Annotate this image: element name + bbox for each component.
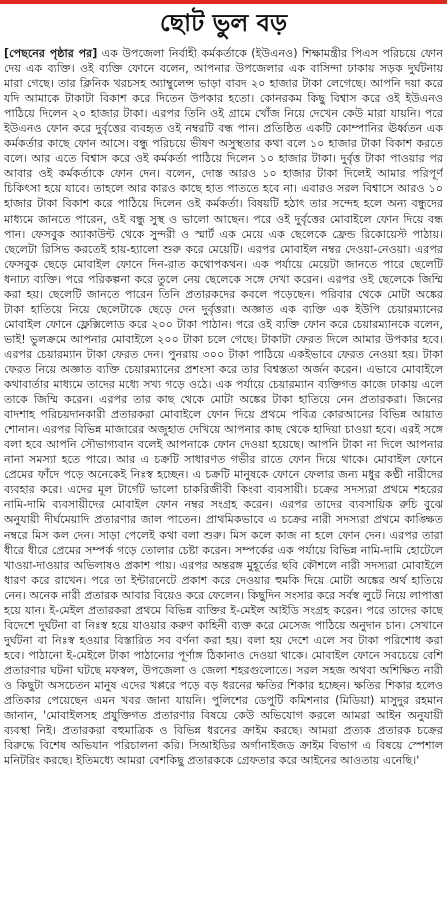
- article-paragraph: [4, 46, 443, 768]
- article-body: [4, 46, 443, 910]
- headline: ছোট ভুল বড়: [159, 9, 288, 37]
- article-text: এক উপজেলা নির্বাহী কর্মকর্তাকে (ইউএনও) শিক্ষামন্ত্রীর পিএস পরিচয়ে ফোন দেয় এক ব্যক্তি। ওই ব্যক্তি ফোনে বলেন, আপনার উপজেলার এক বাসিন্দা ঢাকায় সড়ক দুর্ঘটনায় মারা গেছে। তার ক্লিনিক খরচসহ অ্যাম্বুলেন্স ভাড়া বাবদ ২০ হাজার টাকা লেগেছে। আপনি দয়া করে যদি আমাকে টাকাটা বিকাশ করে দিতেন উপকার হতো। কোনরকম কিছু বিশ্বাস করে ওই ইউএনও পাঠিয়ে দিলেন ২০ হাজার টাকা। এরপর তিনি ওই গ্রামে খোঁজ নিয়ে দেখেন কেউ মারা যায়নি। পরে ইউএনও ফোন করে দুর্বৃত্তের ব্যবহৃত ওই নম্বরটি বন্ধ পান। প্রতিষ্ঠিত একটি কোম্পানির ঊর্ধ্বতন এক কর্মকর্তার কাছে ফোন আসে। বন্ধু পরিচয়ে ভীষণ অসুস্থতার কথা বলে ১০ হাজার টাকা বিকাশ করতে বলে। আর এতে বিশ্বাস করে ওই কর্মকর্তা পাঠিয়ে দিলেন ১০ হাজার টাকা। দুর্বৃত্ত টাকা পাওয়ার পর আবার ওই কর্মকর্তাকে ফোন দেন। বলেন, দোস্ত আরও ১০ হাজার টাকা দিলেই আমার পরিপূর্ণ চিকিৎসা হয়ে যাবে। তাহলে আর কারও কাছে হাত পাততে হবে না। এবারও সরল বিশ্বাসে আরও ১০ হাজার টাকা বিকাশ করে পাঠিয়ে দিলেন ওই কর্মকর্তা। বিষয়টি হঠাৎ তার সন্দেহ হলে অন্য বন্ধুদের মাধ্যমে জানতে পারেন, ওই বন্ধু সুস্থ ও ভালো আছেন। পরে ওই দুর্বৃত্তের মোবাইলে ফোন দিয়ে বন্ধ পান। ফেসবুক অ্যাকাউন্ট থেকে সুন্দরী ও স্মার্ট এক মেয়ে এক ছেলেকে ফ্রেন্ড রিকোয়েস্ট পাঠায়। ছেলেটা রিসিভ করতেই হায়-হ্যালো শুরু করে মেয়েটি। এরপর মোবাইল নম্বর দেওয়া-নেওয়া। এরপর ফেসবুক ছেড়ে মোবাইল ফোনে দিন-রাত কথোপকথন। এক পর্যায়ে মেয়েটা জানতে পারে ছেলেটি ধনাঢ্য ব্যক্তি। পরে পরিকল্পনা করে তুলে নেয় ছেলেকে সঙ্গে দেখা করেন। এরপর ওই ছেলেকে জিম্মি করা হয়। ছেলেটি জানতে পারেন তিনি প্রতারকদের কবলে পড়েছেন। পরিবার থেকে মোটা অঙ্কের টাকা হাতিয়ে নিয়ে ছেলেটাকে ছেড়ে দেন দুর্বৃত্তরা। অজ্ঞাত এক ব্যক্তি এক ইউপি চেয়ারম্যানের মোবাইল ফোনে ফ্লেক্সিলোড করে ২০০ টাকা পাঠান। পরে ওই ব্যক্তি ফোন করে চেয়ারম্যানকে বলেন, ভাই! ভুলক্রমে আপনার মোবাইলে ২০০ টাকা চলে গেছে। টাকাটা ফেরত দিলে আমার উপকার হবে। এরপর চেয়ারম্যান টাকা ফেরত দেন। পুনরায় ৩০০ টাকা পাঠিয়ে একইভাবে ফেরত নেওয়া হয়। টাকা ফেরত নিয়ে অজ্ঞাত ব্যক্তি চেয়ারম্যানের প্রশংসা করে তার বিশ্বস্ততা অর্জন করেন। এভাবে মোবাইলে কথাবার্তার মাধ্যমে তাদের মধ্যে সখ্য গড়ে ওঠে। এক পর্যায়ে চেয়ারম্যান ব্যক্তিগত কাজে ঢাকায় এলে তাকে জিম্মি করেন। এরপর তার কাছ থেকে মোটা অঙ্কের টাকা হাতিয়ে নেন প্রতারকরা। জিনের বাদশাহ পরিচয়দানকারী প্রতারকরা মোবাইলে ফোন দিয়ে প্রথমে পবিত্র কোরআনের বিভিন্ন আয়াত শোনান। এরপর বিভিন্ন মাজারের অজুহাত দেখিয়ে আপনার কাছ থেকে হাদিয়া চাওয়া হবে। এরই সঙ্গে বলা হবে আপনি সৌভাগ্যবান বলেই আপনাকে ফোন দেওয়া হয়েছে। আপনি টাকা না দিলে আপনার নানা সমস্যা হতে পারে। আর এ চক্রটি সাধারণত গভীর রাতে ফোন দিয়ে থাকে। মোবাইল ফোনে প্রেমের ফাঁদে পড়ে অনেকেই নিঃস্ব হচ্ছেন। এ চক্রটি মানুষকে ফোনে ফেলার জন্য মধুর কণ্ঠী নারীদের ব্যবহার করে। এদের মূল টার্গেট ভালো চাকরিজীবী কিংবা ব্যবসায়ী। চক্রের সদস্যরা প্রথমে শহরের নামি-দামি ব্যবসায়ীদের মোবাইল ফোন নম্বর সংগ্রহ করেন। এরপর তাদের ব্যবসায়িক রুচি বুঝে অনুযায়ী দীর্ঘমেয়াদি প্রতারণার জাল পাতেন। প্রাথমিকভাবে এ চক্রের নারী সদস্যরা প্রথমে কাঙ্ক্ষিত নম্বরে মিস কল দেন। সাড়া পেলেই কথা বলা শুরু। মিস কলে কাজ না হলে ফোন দেন। এরপর তারা ধীরে ধীরে প্রেমের সম্পর্ক গড়ে তোলার চেষ্টা করেন। সম্পর্কের এক পর্যায়ে বিভিন্ন নামি-দামি হোটেলে খাওয়া-দাওয়ার অভিলাষও প্রকাশ পায়। এরপর অন্তরঙ্গ মুহূর্তের ছবি কৌশলে নারী সদস্যরা মোবাইলে ধারণ করে রাখেন। পরে তা ইন্টারনেটে প্রকাশ করে দেওয়ার হুমকি দিয়ে মোটা অঙ্কের অর্থ হাতিয়ে নেন। অনেক নারী প্রতারক আবার বিয়েও করে ফেলেন। কিছুদিন সংসার করে সর্বস্ব লুটে নিয়ে লাপাত্তা হয়ে যান। ই-মেইল প্রতারকরা প্রথমে বিভিন্ন ব্যক্তির ই-মেইল আইডি সংগ্রহ করেন। পরে তাদের কাছে বিদেশে দুর্ঘটনা বা নিঃস্ব হয়ে যাওয়ার করুণ কাহিনী ব্যক্ত করে মেসেজ পাঠিয়ে অনুদান চান। সেখানে দুর্ঘটনা বা নিঃস্ব হওয়ার বিস্তারিত সব বর্ণনা করা হয়। বলা হয় দেশে এলে সব টাকা পরিশোধ করা হবে। পাঠানো ই-মেইলে টাকা পাঠানোর পূর্ণাঙ্গ ঠিকানাও দেওয়া থাকে। মোবাইল ফোনে সবচেয়ে বেশি প্রতারণার ঘটনা ঘটছে মফস্বল, উপজেলা ও জেলা শহরগুলোতে। সরল সহজ অথবা অশিক্ষিত নারী ও কিছুটা অসচেতন মানুষ এদের খপ্পরে পড়ে বড় ধরনের ক্ষতির শিকার হচ্ছেন। ক্ষতির শিকার হলেও প্রতিকার পেয়েছেন এমন খবর জানা যায়নি। পুলিশের ডেপুটি কমিশনার (মিডিয়া) মাসুদুর রহমান জানান, 'মোবাইলসহ প্রযুক্তিগত প্রতারণার বিষয়ে কেউ অভিযোগ করলে আমরা আইন অনুযায়ী ব্যবস্থা নিই। প্রতারকরা বহুমাত্রিক ও বিভিন্ন ধরনের ক্রাইম করছে। আমরা প্রত্যক প্রতারক চক্রের বিরুদ্ধে বিশেষ অভিযান পরিচালনা করি। সিআইডির অর্গানাইজড ক্রাইম বিভাগ এ বিষয়ে স্পেশাল মনিটরিং করছে। ইতিমধ্যে আমরা বেশকিছু প্রতারককে গ্রেফতার করে আইনের আওতায় এনেছি।': [4, 47, 443, 768]
- continuation-kicker: [পেছনের পৃষ্ঠার পর]: [4, 47, 98, 60]
- top-accent-bar: [0, 0, 447, 4]
